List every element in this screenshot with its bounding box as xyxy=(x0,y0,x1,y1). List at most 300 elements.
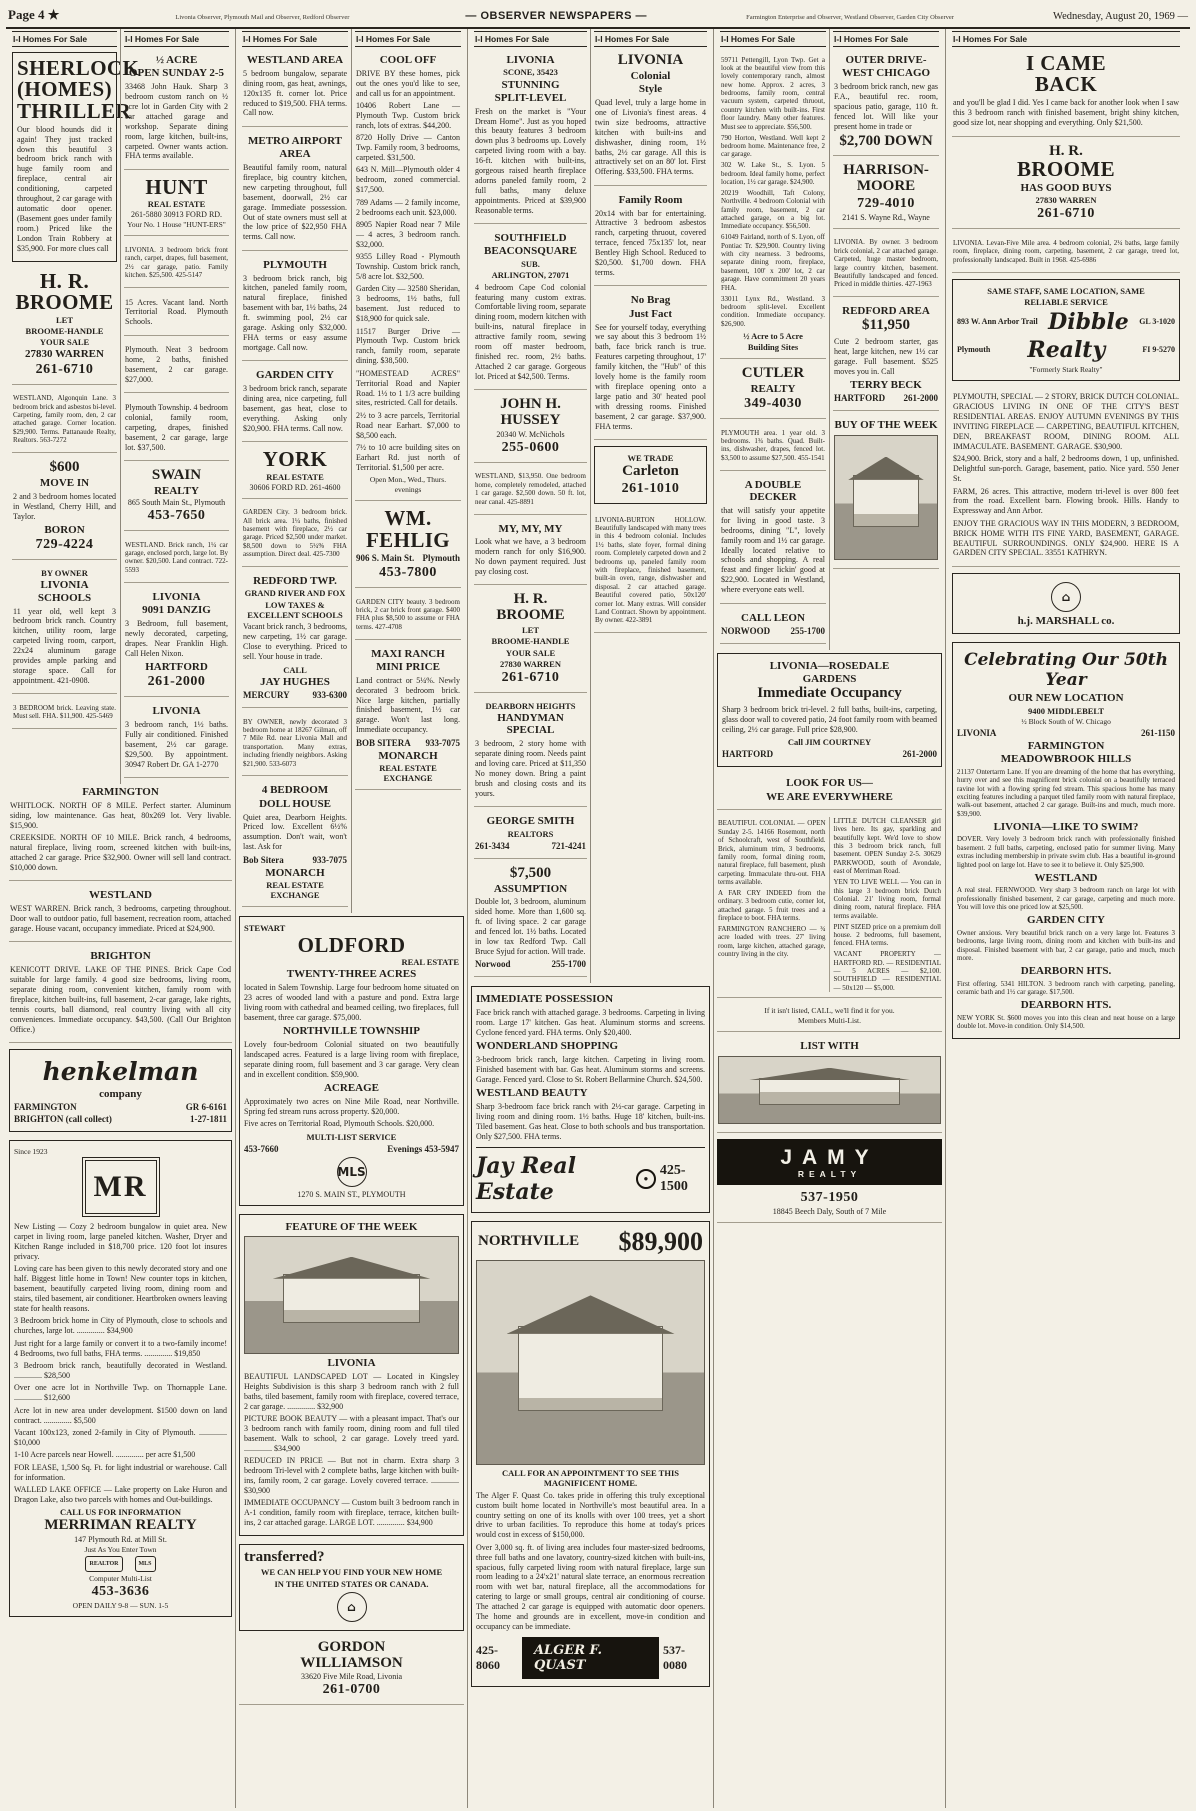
ad-headline: NORTHVILLE TOWNSHIP xyxy=(282,1025,421,1038)
ad-text: Evenings 453-5947 xyxy=(387,1143,459,1154)
phone-number: 261-6710 xyxy=(1037,206,1095,222)
ad-headline: LIST WITH xyxy=(800,1040,859,1053)
ad-body: 3 bedroom, 2 story home with separate dining room. Needs paint and loving care. Priced at $11,350 No money down. Bring a paint brush and closing costs and its yours. xyxy=(475,739,586,798)
ad-row xyxy=(475,841,586,851)
ad-headline: JAY HUGHES xyxy=(260,675,330,688)
ad-body: Fresh on the market is "Your Dream Home". Just as you hoped this beauty features 3 bedroom down plus 3 bedrooms up. Lovely carpeted living room with a bay. 16-ft. kitchen with built-ins, gorgeous raised hearth fireplace adorns paneled family room, 2 full baths, many deluxe appointments. Priced at $39,900 Reasonable terms. xyxy=(475,106,586,215)
ad-text: Norwood xyxy=(475,959,511,970)
ad-headline: LIVONIA xyxy=(617,52,684,68)
ad-body: Lovely four-bedroom Colonial situated on two beautifully landscaped acres. Featured is a large living room with fireplace, separate dining room, full basement and 3 car garage. Very clean and in excellent condition. $59,900. xyxy=(244,1039,459,1079)
ad-headline: CALL LEON xyxy=(741,611,805,624)
ad-subhead: REAL ESTATE EXCHANGE xyxy=(266,879,324,901)
ad-text: 261-2000 xyxy=(902,749,937,760)
ad-headline: MONARCH xyxy=(265,866,325,879)
ad-henkelman-company xyxy=(9,1049,232,1132)
ad-headline: SPLIT-LEVEL xyxy=(494,91,567,104)
ad-row xyxy=(356,738,460,748)
ad-headline: I CAME xyxy=(1026,51,1106,75)
ad-livonia-scone-split-level xyxy=(474,52,587,224)
ad-headline: PLYMOUTH xyxy=(263,258,327,271)
ad-headline: MY, MY, MY xyxy=(498,522,563,535)
ad-feature-of-the-week xyxy=(239,1214,464,1537)
ad-fineprint: GARDEN CITY beauty. 3 bedroom brick, 2 car brick front garage. $400 FHA plus $8,500 to assume or FHA terms. 427-4708 xyxy=(356,597,460,631)
ad-headline: No Brag xyxy=(630,294,671,307)
ad-headline: SOUTHFIELD xyxy=(494,232,567,245)
masthead-title: — OBSERVER NEWSPAPERS — xyxy=(465,10,648,22)
ad-text: 721-4241 xyxy=(551,840,586,851)
ad-headline: JOHN H. xyxy=(500,396,561,413)
ad-headline: TWENTY-THREE ACRES xyxy=(286,968,417,981)
ad-plymouth-township-colonial xyxy=(124,399,229,461)
ad-livonia-danzig xyxy=(124,589,229,698)
ad-subhead: CALL xyxy=(283,664,307,675)
ad-headline: DEARBORN HTS. xyxy=(1020,998,1112,1011)
ad-headline: GARDEN CITY xyxy=(256,369,334,382)
ad-headline: Style xyxy=(638,83,663,96)
ad-subhead: MULTI-LIST SERVICE xyxy=(306,1131,397,1142)
ad-my-my-my xyxy=(474,521,587,586)
ad-note: Computer Multi-List xyxy=(89,1574,152,1584)
ad-headline: WE ARE EVERYWHERE xyxy=(766,790,893,803)
ad-body: 20x14 with bar for entertaining. Attractive 3 bedroom asbestos ranch, carpeting thruout, covered terrace, fenced 75x135' lot, near Bentley High School. Reduced to $20,500. $1,700 down. FHA terms. xyxy=(595,208,706,278)
ad-text: Plymouth xyxy=(422,553,460,564)
ad-livonia-levan-five-mile xyxy=(952,235,1180,272)
ad-headline: DOLL HOUSE xyxy=(259,797,331,810)
column xyxy=(590,29,710,983)
ad-headline: BACK xyxy=(1034,72,1098,97)
ad-headline: (HOMES) xyxy=(17,77,112,102)
ad-fineprint: A real steal. FERNWOOD. Very sharp 3 bedroom ranch on large lot with professionally finished basement, 2 car garage, carpeting and much more. You will love this one priced low at $25,500. xyxy=(957,886,1175,912)
agency-badge-icon: ⌂ xyxy=(1051,582,1081,612)
ad-fineprint: BEAUTIFUL COLONIAL — OPEN Sunday 2-5. 14166 Rosemont, north of Schoolcraft, west of Southfield. Brick, aluminum trim, 3 bedrooms, family room, formal dining room, natural fireplace, full basement, plush carpeting. Immaculate thru-out. FHA terms available. xyxy=(718,819,826,887)
ad-westland-brick-ranch xyxy=(124,537,229,583)
ad-plymouth-special-listings xyxy=(952,389,1180,567)
ad-plymouth-quad xyxy=(720,425,826,471)
ad-a-double-decker xyxy=(720,477,826,604)
ad-headline: BROOME xyxy=(496,607,565,624)
column-group xyxy=(236,29,468,1808)
buy-of-week-house-photo xyxy=(834,435,938,560)
ad-fineprint: LIVONIA-BURTON HOLLOW. Beautifully landscaped with many trees in this 4 bedroom colonial. Includes 1½ baths, slate foyer, formal dining room. Completely carpeted down and 2 bedrooms up, paneled family room with fireplace, finished basement, built-in oven, range, dishwasher and disposal. 2 car attached garage. Beautiful covered patio, 50x120' corner lot. Many extras. Will consider Land Contract. Shown by appointment. By owner. 422-3891 xyxy=(595,515,706,625)
ad-body: Approximately two acres on Nine Mile Road, near Northville. Spring fed stream runs across property. $20,000. xyxy=(244,1096,459,1116)
ad-livonia-burton-hollow xyxy=(594,512,707,633)
ad-text: Realty xyxy=(1027,336,1106,363)
ad-body: WEST WARREN. Brick ranch, 3 bedrooms, carpeting throughout. Door wall to outdoor patio, full basement, recreation room, attached garage. House vacant, occupancy immediate. Priced at $24,900. xyxy=(10,904,231,933)
ad-jamy-realty xyxy=(717,1139,942,1186)
ad-dearborn-heights-handyman xyxy=(474,699,587,807)
ad-body: Our blood hounds did it again! They just tracked down this beautiful 3 bedroom brick ranch with huge family room and fireplace, central air conditioning, carpeted throughout, 2 car garage with automatic door opener. (Basement goes under family room.) Priced like the London Train Robbery at $35,900. For more clues call xyxy=(17,124,112,253)
ad-fineprint: 20219 Woodhill, Taft Colony, Northville. 4 bedroom Colonial with family room, basement, 2 car attached garage, on a big lot. Immediate occupancy. $56,500. xyxy=(721,188,825,231)
section-header: I-I Homes For Sale xyxy=(594,31,707,47)
ad-body: Cute 2 bedroom starter, gas heat, large kitchen, new 1½ car garage. Full basement. $525 moves you in. Call xyxy=(834,336,938,376)
ad-body: 1-10 Acre parcels near Howell. .............. per acre $1,500 xyxy=(14,1450,196,1460)
ad-headline: $7,500 xyxy=(509,864,552,881)
ad-cool-off-listings xyxy=(355,52,461,501)
ad-headline: LOOK FOR US— xyxy=(786,777,873,790)
ad-westland-west-warren xyxy=(9,887,232,942)
ad-headline: GEORGE SMITH xyxy=(486,815,575,828)
ad-headline: ½ ACRE xyxy=(155,54,198,66)
column-group xyxy=(946,29,1186,1808)
ad-body: Land contract or 5¼%. Newly decorated 3 bedroom brick. Nice large kitchen, partially finished basement, 1½ car garage. Won't last long. Immediate occupancy. xyxy=(356,675,460,735)
ad-subhead: LET xyxy=(55,314,73,325)
column xyxy=(120,29,232,784)
column xyxy=(471,29,590,983)
column-row xyxy=(949,29,1183,1047)
ad-address: 2141 S. Wayne Rd., Wayne xyxy=(842,212,930,222)
ad-headline: SWAIN xyxy=(151,466,202,483)
ad-livonia-brick-front xyxy=(124,242,229,288)
ad-text: 537-0080 xyxy=(663,1642,688,1672)
ad-body: 2½ to 3 acre parcels, Territorial Road near Earhart. $7,000 to $8,500 each. xyxy=(356,410,460,440)
ad-headline: FEATURE OF THE WEEK xyxy=(285,1220,418,1233)
ad-text: FARMINGTON xyxy=(14,1102,77,1113)
northville-house-photo xyxy=(476,1260,705,1465)
ad-stewart-oldford xyxy=(239,916,464,1205)
ad-body: New Listing — Cozy 2 bedroom bungalow in quiet area. New carpet in living room, large paneled kitchen. Washer, Dryer and Kitchen Range included in $18,700 price. 120 foot lot insures privacy. xyxy=(14,1222,227,1261)
ad-text: Jay Real Estate xyxy=(476,1152,576,1205)
ad-fineprint: Owner anxious. Very beautiful brick ranch on a very large lot. Features 3 bedrooms, large living room, dining room and kitchen with built-ins and disposal. Finished basement with bar, 2 car garage, patio and much, much more. xyxy=(957,928,1175,962)
ad-text: HARTFORD xyxy=(722,749,774,760)
column xyxy=(9,29,140,784)
ad-headline: FARMINGTON xyxy=(1027,739,1105,752)
ad-text: $89,900 xyxy=(618,1226,703,1256)
ad-hj-marshall-listings xyxy=(952,642,1180,1039)
ad-headline: FEHLIG xyxy=(365,527,451,552)
ad-row xyxy=(834,393,938,403)
ad-carleton-we-trade xyxy=(594,446,707,504)
ad-body: Sharp 3 bedroom brick tri-level. 2 full baths, built-ins, carpeting, glass door wall to covered patio, 24 foot family room with beamed ceiling, 2½ car garage. Full price $28,900. xyxy=(722,704,937,734)
ad-headline: $11,950 xyxy=(862,317,910,334)
ad-headline: WESTLAND xyxy=(89,889,152,902)
ad-fineprint: NEW YORK St. $600 moves you into this clean and neat house on a large double lot. Move-in condition. Only $14,500. xyxy=(957,1013,1175,1031)
ad-body: FOR LEASE, 1,500 Sq. Ft. for light industrial or warehouse. Call for information. xyxy=(14,1462,227,1482)
ad-headline: WESTLAND AREA xyxy=(246,54,344,66)
left-papers-list: Livonia Observer, Plymouth Mail and Observer, Redford Observer xyxy=(175,14,350,21)
ad-body: Sharp 3-bedroom face brick ranch with 2½-car garage. Carpeting in living room and dining room. 1½ baths. Huge 18' kitchen, built-ins. Tiled basement. Gas heat. Close to both schools and bus transportation. Only $27,500. FHA terms. xyxy=(476,1102,705,1141)
section-header: I-I Homes For Sale xyxy=(474,31,587,47)
ad-fineprint: PINT SIZED price on a premium doll house. 2 bedrooms, full basement, fenced. FHA terms. xyxy=(833,922,941,948)
phone-number: 261-1010 xyxy=(621,481,680,497)
ad-headline: WESTLAND BEAUTY xyxy=(476,1087,588,1100)
ad-john-h-hussey xyxy=(474,396,587,463)
ad-body: Plymouth Township. 4 bedroom colonial, family room, carpeting, drapes, finished basement, 2 car garage, large lot. $37,500. xyxy=(125,402,228,452)
ad-body: 10406 Robert Lane — Plymouth Twp. Custom brick ranch, lots of extras. $44,200. xyxy=(356,101,460,130)
ad-headline: LIVONIA SCHOOLS xyxy=(37,579,92,604)
ad-address: 20340 W. McNichols xyxy=(496,429,565,439)
ad-headline: DEARBORN HTS. xyxy=(1020,964,1112,977)
page-date: Wednesday, August 20, 1969 — xyxy=(1053,11,1188,22)
ad-row xyxy=(14,1114,227,1124)
ad-text: HARTFORD xyxy=(834,393,886,404)
ad-headline: BORON xyxy=(44,523,85,536)
ad-fineprint: LIVONIA. Levan-Five Mile area. 4 bedroom colonial, 2¼ baths, large family room, fireplace, dining room, carpeting, basement, 2 car garage, treed lot, professionally landscaped. Built in 1968. 425-6986 xyxy=(953,238,1179,264)
ad-i-came-back xyxy=(952,52,1180,137)
ad-body: Over 3,000 sq. ft. of living area includes four master-sized bedrooms, three full baths and one lavatory, country-sized kitchen with built-ins, spacious, fully carpeted living room with natural fireplace, large sun room leading to a 24'x21' natural slate terrace, an enormous recreation room with wet bar, natural fireplace, all the accommodations for catering to large or small groups, central air conditioning of course. The attached 2 car garage is equipped with automatic door openers. The home and grounds are in excellent, move-in condition and occupancy can be immediate. xyxy=(476,1542,705,1632)
ad-subhead: REALTORS xyxy=(507,828,554,839)
ad-headline: LIVONIA xyxy=(152,705,201,718)
ad-subhead: 27830 WARREN xyxy=(1035,195,1097,206)
ad-body: Look what we have, a 3 bedroom modern ranch for only $16,900. No down payment required. Just pay closing cost. xyxy=(475,537,586,577)
ad-headline: MAXI RANCH xyxy=(371,647,445,660)
ad-3-bedroom-leaving-state xyxy=(12,700,117,729)
ad-text: 261-1150 xyxy=(1140,727,1175,738)
ad-subhead: SCONE, 35423 xyxy=(503,67,558,78)
ad-note: evenings xyxy=(394,485,422,495)
ad-northville-alger-quast xyxy=(471,1221,710,1687)
ad-wm-fehlig xyxy=(355,507,461,588)
ad-headline: THRILLER xyxy=(17,98,132,123)
ad-subhead: LET xyxy=(521,625,539,636)
ad-row xyxy=(478,1227,703,1257)
section-header: I-I Homes For Sale xyxy=(12,31,117,47)
ad-body: DRIVE BY these homes, pick out the ones you'd like to see, and call us for an appointment. xyxy=(356,68,460,98)
ad-body: 33468 John Hauk. Sharp 3 bedroom custom ranch on ½ acre lot in Garden City with 2 car attached garage and workshop. Separate dining room, large kitchen, built-ins, carpeted. Owner wants action. FHA terms available. xyxy=(125,82,228,161)
ad-text: GR 6-6161 xyxy=(185,1102,227,1113)
ad-text: 255-1700 xyxy=(790,625,825,636)
ad-headline: 27830 WARREN xyxy=(25,348,104,361)
ad-body: located in Salem Township. Large four bedroom home situated on 23 acres of wooded land with a pasture and pond. Extra large living room with cathedral and beamed ceiling, two fireplaces, full basement, three car garage. $75,000. xyxy=(244,982,459,1022)
ad-headline: WESTLAND xyxy=(1034,871,1098,884)
ad-body: 15 Acres. Vacant land. North Territorial Road. Plymouth Schools. xyxy=(125,297,228,327)
ad-body: 3 bedroom ranch, 1½ baths. Fully air conditioned. Finished basement, 2½ car garage. $29,500. By appointment. 30947 Robert Dr. GA 1-2770 xyxy=(125,720,228,769)
ad-body: See for yourself today, everything we say about this 3 bedroom 1½ bath, face brick ranch is true. Features carpeting throughout, 17' family kitchen, the "Hub" of this lovely home is the family room with fireplace opening onto a large patio and 30' heated pool with dressing rooms. Finished basement, 2 car garage. $37,900. FHA terms. xyxy=(595,322,706,431)
ad-transferred xyxy=(239,1544,464,1630)
ad-subhead: REALTY xyxy=(797,1168,862,1179)
phone-number: 729-4010 xyxy=(857,195,915,211)
column-row xyxy=(717,29,942,650)
ad-headline: 9091 DANZIG xyxy=(142,603,211,616)
masthead xyxy=(6,3,1190,29)
ad-fineprint: 21137 Ontertarm Lane. If you are dreaming of the home that has everything, hurry over and see this magnificent brick colonial on a beautifully terraced ravine lot with a flowing spring fed stream. This spacious home has many exciting features including a parquet tiled family room with natural fireplace, walk-out basement, attached 2 car garage. Built-ins and much, much more. $39,900. xyxy=(957,767,1175,818)
column-row xyxy=(9,29,232,784)
ad-cutler-listings xyxy=(720,52,826,359)
ad-fineprint: WESTLAND. Brick ranch, 1¼ car garage, enclosed porch, large lot. By owner. $20,500. Land contract. 722-5593 xyxy=(125,540,228,574)
ad-note: Just As You Enter Town xyxy=(84,1545,157,1555)
ad-note: If it isn't listed, CALL, we'll find it for you. xyxy=(764,1006,895,1016)
ad-row xyxy=(244,1144,459,1154)
ad-note: Since 1923 xyxy=(14,1147,48,1157)
ad-headline: HANDYMAN SPECIAL xyxy=(497,712,564,737)
ad-headline: LIVONIA xyxy=(506,54,555,66)
ad-body: Vacant brick ranch, 3 bedrooms, new carpeting, 1½ car garage. Close to everything. Priced to sell. Your house in trade. xyxy=(243,622,347,662)
ad-body: 5 bedroom bungalow, separate dining room, gas heat, awnings, 120x135 ft. corner lot. Price reduced to $19,500. FHA terms. Call now. xyxy=(243,68,347,118)
phone-number: 261-2000 xyxy=(147,674,206,690)
ad-headline: METRO AIRPORT xyxy=(247,134,343,147)
ad-text: 255-1700 xyxy=(551,959,586,970)
ad-row xyxy=(722,749,937,759)
phone-number: 537-1950 xyxy=(800,1190,859,1206)
illustration-man-with-pipe xyxy=(718,1056,941,1124)
ad-address: 18845 Beech Daly, South of 7 Mile xyxy=(772,1207,887,1217)
ad-jay-real-estate xyxy=(471,986,710,1213)
ad-dibble-realty xyxy=(952,279,1180,381)
ad-headline: LIVONIA xyxy=(152,590,201,603)
ad-body: 9355 Lilley Road - Plymouth Township. Custom brick ranch, 5/8 acre lot. $32,500. xyxy=(356,252,460,282)
ad-subhead: REAL ESTATE xyxy=(147,199,206,210)
ad-row xyxy=(243,690,347,700)
ad-livonia-air-conditioned xyxy=(124,703,229,778)
ad-fineprint: GARDEN City. 3 bedroom brick. All brick area. 1¼ baths, finished basement with fireplace, 2½ car garage. Priced $2,500 under market. $8,500 down to 5¼% FHA assumption. Direct deal. 425-7300 xyxy=(243,508,347,559)
ad-harrison-moore xyxy=(833,162,939,229)
ad-body: 643 N. Mill—Plymouth older 4 bedroom, zoned commercial. $17,500. xyxy=(356,165,460,195)
ad-fineprint: WESTLAND, $13,950. One bedroom home, completely remodeled, attached 1 car garage. $2,500 down. 50 ft. lot, near canal. 425-8891 xyxy=(475,472,586,506)
ad-subhead: WE TRADE xyxy=(627,453,674,464)
ad-farmington-whitlock-creekside xyxy=(9,784,232,881)
agency-script-name: Celebrating Our 50th Year xyxy=(964,650,1168,691)
ad-fineprint: A FAR CRY INDEED from the ordinary. 3 bedroom cutie, corner lot, attached garage. 5 fruit trees and a fireplace to boot. FHA terms. xyxy=(718,889,826,923)
ad-southfield-beaconsquare xyxy=(474,230,587,390)
ad-body: REDUCED IN PRICE — But not in charm. Extra sharp 3 bedroom Tri-level with 2 complete baths, large kitchen with built-ins, family room, 2 car garage. Lovely covered terrace. .............. $30,900 xyxy=(244,1456,459,1495)
section-header: I-I Homes For Sale xyxy=(124,31,229,47)
ad-text: 425-8060 xyxy=(476,1642,500,1672)
ad-headline: REALTY xyxy=(750,382,796,395)
ad-headline: AREA xyxy=(279,148,311,161)
ad-address: 30606 FORD RD. 261-4600 xyxy=(249,482,341,492)
ad-swain-realty xyxy=(124,467,229,531)
feature-house-photo xyxy=(244,1236,459,1354)
section-header: I-I Homes For Sale xyxy=(833,31,939,47)
agency-script-name: henkelman xyxy=(42,1056,199,1086)
ad-headline: OUTER DRIVE- xyxy=(845,54,927,66)
ad-body: Just right for a large family or convert it to a two-family income! 4 Bedrooms, two full baths, FHA terms. .............. $19,850 xyxy=(14,1338,227,1358)
ad-row xyxy=(475,959,586,969)
ad-address: 147 Plymouth Rd. at Mill St. xyxy=(74,1535,167,1545)
ad-text: 453-7660 xyxy=(244,1143,279,1154)
ad-subhead: BY OWNER xyxy=(41,568,88,579)
column xyxy=(239,29,351,913)
ad-subhead: 9400 MIDDLEBELT xyxy=(1028,705,1104,716)
ad-body: FARM, 26 acres. This attractive, modern tri-level is over 800 feet from the road. Excellent barn. Flowing brook. Hills. Handy to Expressway and Ann Arbor. xyxy=(953,486,1179,516)
ad-body: The Alger F. Quast Co. takes pride in offering this truly exceptional custom built home located in Northville's most beautiful area. In a country setting on one of its knolls with over 100 trees, yet a short drive to urban facilities. To reproduce this home at today's prices would cost in excess of $150,000. xyxy=(476,1490,705,1540)
ad-redford-area-11950 xyxy=(833,303,939,411)
ad-headline: FARMINGTON xyxy=(82,786,159,799)
ad-headline: transferred? xyxy=(244,1549,325,1566)
ad-subhead: 27830 WARREN xyxy=(499,658,561,669)
ad-text: LIVONIA xyxy=(957,727,997,738)
ad-by-owner-livonia-schools xyxy=(12,566,117,694)
ad-headline: TERRY BECK xyxy=(850,379,922,391)
ad-headline: HARRISON- xyxy=(843,162,929,179)
ad-note: Open Mon., Wed., Thurs. xyxy=(369,475,447,485)
ad-text: BRIGHTON (call collect) xyxy=(14,1114,112,1125)
ad-row xyxy=(957,728,1175,738)
ad-list-with xyxy=(717,1038,942,1132)
classifieds-grid xyxy=(6,29,1190,1808)
ad-hunt-real-estate xyxy=(124,176,229,237)
ad-headline: SHERLOCK xyxy=(17,56,140,80)
ad-fineprint: 790 Horton, Westland. Well kept 2 bedroom home. Maintenance free, 2 car garage. xyxy=(721,133,825,159)
ad-headline: OPEN SUNDAY 2-5 xyxy=(128,67,225,80)
ad-headline: $600 xyxy=(49,459,80,476)
ad-text: NORWOOD xyxy=(721,625,771,636)
ad-text: 261-2000 xyxy=(903,393,938,404)
ad-headline: WEST CHICAGO xyxy=(841,67,931,80)
ad-address: 1270 S. MAIN ST., PLYMOUTH xyxy=(297,1189,406,1199)
section-header: I-I Homes For Sale xyxy=(720,31,826,47)
ad-body: 789 Adams — 2 family income, 2 bedrooms each unit. $23,000. xyxy=(356,197,460,217)
ad-headline: WILLIAMSON xyxy=(300,1654,403,1671)
ad-headline: MONARCH xyxy=(378,749,438,762)
ad-headline: MOVE IN xyxy=(39,476,90,489)
ad-headline: COOL OFF xyxy=(379,54,437,66)
phone-number: 261-6710 xyxy=(35,361,94,377)
ad-headline: BEACONSQUARE xyxy=(484,245,577,258)
ad-headline: REDFORD AREA xyxy=(842,305,930,318)
ad-subhead: YOUR SALE xyxy=(39,337,90,348)
ad-fineprint: 3 BEDROOM brick. Leaving state. Must sell. FHA. $11,900. 425-5469 xyxy=(13,703,116,721)
ad-text: BOB SITERA xyxy=(356,737,411,748)
ad-body: Loving care has been given to this newly decorated story and one half. Biggest little home in Town! New counter tops in kitchen, basement, beautifully carpeted living room, dining room and stairs, tiled basement, air conditioner. Heartbroken owners leaving state for health reasons. xyxy=(14,1264,227,1313)
ad-hr-broome-good-buys xyxy=(952,143,1180,230)
ad-headline: 4 BEDROOM xyxy=(261,784,329,797)
ad-no-brag-just-fact xyxy=(594,292,707,440)
ad-fineprint: 59711 Pettengill, Lyon Twp. Get a look at the beautiful view from this lovely contemporary ranch, almost new home. Approx. 2 acres, 3 bedrooms, family room, central vacuum system, carpeted thruout, country kitchen with built-ins. First floor laundry. Many other features. Must see to appreciate. $56,500. xyxy=(721,55,825,131)
ad-text: 933-7075 xyxy=(312,854,347,865)
ad-metro-airport-area xyxy=(242,133,348,251)
ad-subhead: ½ Acre to 5 Acre xyxy=(743,330,803,341)
ad-headline: REDFORD TWP. xyxy=(253,575,337,588)
ad-text: 261-3434 xyxy=(475,840,510,851)
ad-body: PICTURE BOOK BEAUTY — with a pleasant impact. That's our 3 bedroom ranch with family room, dining room and full tiled basement. Walk to school, 2 car garage. Lovely treed yard. .............. $34,900 xyxy=(244,1413,459,1453)
ad-headline: ACREAGE xyxy=(323,1082,379,1094)
ad-livonia-colonial-style xyxy=(594,52,707,186)
ad-subhead: ARLINGTON, 27071 xyxy=(491,269,570,280)
page-label: Page 4 ★ xyxy=(8,7,60,22)
ad-row xyxy=(356,553,460,563)
ad-body: 2 and 3 bedroom homes located in Westland, Cherry Hill, and Taylor. xyxy=(13,491,116,521)
ad-fineprint: 302 W. Lake St., S. Lyon. 5 bedroom. Ideal family home, perfect location, 1½ car garage. $24,900. xyxy=(721,161,825,186)
column xyxy=(351,29,464,913)
ad-garden-city-ranch xyxy=(242,367,348,442)
ad-westland-algonquin xyxy=(12,391,117,453)
ad-subhead: Call JIM COURTNEY xyxy=(787,737,872,748)
ad-westland-area xyxy=(242,52,348,127)
ad-westland-one-bedroom xyxy=(474,469,587,515)
ad-text: ALGER F. QUAST xyxy=(522,1637,659,1679)
ad-hj-marshall-logo xyxy=(952,573,1180,634)
ad-note: Your No. 1 House "HUNT-ERS" xyxy=(127,220,226,230)
ad-subhead: BROOME-HANDLE xyxy=(25,326,104,336)
ad-headline: BUY OF THE WEEK xyxy=(834,419,938,432)
ad-text: MERCURY xyxy=(243,690,290,701)
ad-george-smith-realtors xyxy=(474,813,587,859)
column-group xyxy=(468,29,714,1808)
ad-merriman-realty xyxy=(9,1140,232,1617)
ad-body: that will satisfy your appetite for living in good taste. 3 bedrooms, dining "L", lovely family room and 1½ car garage. Ideally located relative to schools and shopping. A real feast and finger lickin' good at $22,900. Located in Westland, where everyone eats well. xyxy=(721,505,825,595)
ad-hr-broome-warren xyxy=(12,270,117,385)
ad-note: ½ Block South of W. Chicago xyxy=(1021,716,1111,726)
ad-text: Bob Sitera xyxy=(243,854,284,865)
ad-note: OPEN DAILY 9-8 — SUN. 1-5 xyxy=(72,1601,169,1611)
ad-body: KENICOTT DRIVE. LAKE OF THE PINES. Brick Cape Cod suitable for large family. 4 good size bedrooms, living room, separate dining room, convenient kitchen, family room with fireplace, kitchen built-ins, full basement, 2-car garage, lake rights, tennis courts, ball diamond, real country living with all city conveniences. Immediate occupancy. $43,500. (Call Our Brighton Office.) xyxy=(10,965,231,1034)
ad-row xyxy=(721,626,825,636)
column-group xyxy=(6,29,236,1808)
ad-body: 4 bedroom Cape Cod colonial featuring many custom extras. Comfortable living room, separate dining room, modern kitchen with built-ins, natural fireplace in attractive family room, sewing room off master bedroom, finished rec. room, 2½ baths. Attached 2 car garage. Gorgeous lot. Priced at $42,500. Terms. xyxy=(475,282,586,381)
ad-headline: MOORE xyxy=(856,177,916,194)
ad-subhead: BROOME-HANDLE xyxy=(491,636,570,647)
ad-maxi-ranch-mini-price xyxy=(355,646,461,791)
ad-family-room xyxy=(594,192,707,287)
section-header: I-I Homes For Sale xyxy=(242,31,348,47)
ad-headline: LIVONIA xyxy=(327,1357,376,1370)
ad-headline: YORK xyxy=(262,447,328,472)
ad-headline: JAMY xyxy=(780,1145,879,1169)
ad-headline: REALTY xyxy=(154,484,199,497)
ad-look-for-us-header xyxy=(717,775,942,810)
ad-subhead: CALL US FOR INFORMATION xyxy=(60,1507,181,1518)
ad-body: 3 bedroom brick ranch, new gas F.A., beautiful rec. room, spacious patio, garage, 110 ft. fenced lot. Will like your present home in trade or xyxy=(834,82,938,131)
